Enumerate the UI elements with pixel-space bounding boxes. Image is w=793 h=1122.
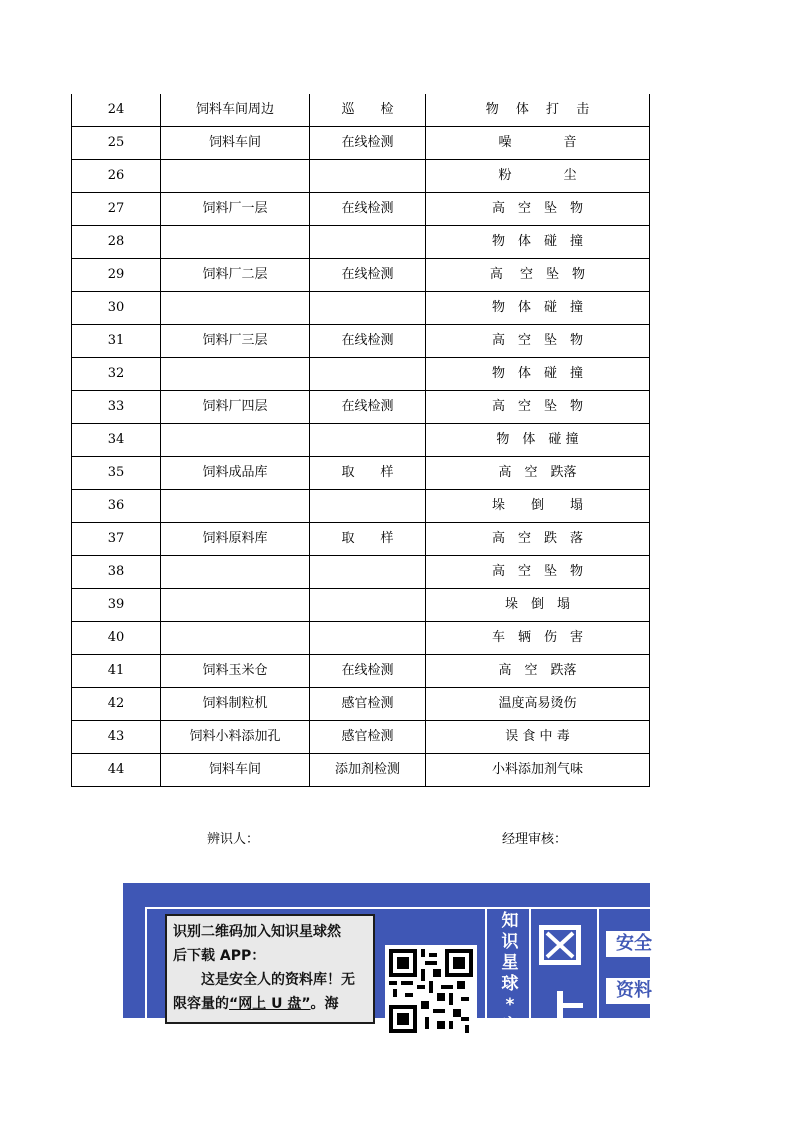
location-cell xyxy=(161,556,310,589)
row-number-cell: 40 xyxy=(72,622,161,655)
row-number-cell: 41 xyxy=(72,655,161,688)
row-number-cell: 36 xyxy=(72,490,161,523)
row-number-cell: 26 xyxy=(72,160,161,193)
row-number-cell: 25 xyxy=(72,127,161,160)
hazard-cell: 高 空 跌落 xyxy=(426,655,650,688)
hazard-cell: 车 辆 伤 害 xyxy=(426,622,650,655)
row-number-cell: 39 xyxy=(72,589,161,622)
method-cell xyxy=(310,160,426,193)
hazard-cell: 垛 倒 塌 xyxy=(426,589,650,622)
method-cell: 感官检测 xyxy=(310,721,426,754)
location-cell: 饲料厂三层 xyxy=(161,325,310,358)
hazard-cell: 物 体 打 击 xyxy=(426,94,650,127)
banner-text-box xyxy=(165,914,375,1024)
table-row xyxy=(72,490,650,523)
method-cell xyxy=(310,424,426,457)
hazard-cell: 物 体 碰 撞 xyxy=(426,226,650,259)
method-cell xyxy=(310,490,426,523)
method-cell: 感官检测 xyxy=(310,688,426,721)
location-cell xyxy=(161,226,310,259)
row-number-cell: 31 xyxy=(72,325,161,358)
qr-code-icon[interactable] xyxy=(385,945,477,1037)
location-cell: 饲料小料添加孔 xyxy=(161,721,310,754)
table-row xyxy=(72,556,650,589)
hazard-cell: 粉 尘 xyxy=(426,160,650,193)
hazard-table xyxy=(71,94,650,787)
hazard-cell: 高 空 坠 物 xyxy=(426,556,650,589)
method-cell xyxy=(310,226,426,259)
table-row xyxy=(72,589,650,622)
location-cell: 饲料厂一层 xyxy=(161,193,310,226)
row-number-cell: 30 xyxy=(72,292,161,325)
method-cell: 取 样 xyxy=(310,457,426,490)
hazard-cell: 小料添加剂气味 xyxy=(426,754,650,787)
row-number-cell: 29 xyxy=(72,259,161,292)
table-row xyxy=(72,226,650,259)
row-number-cell: 38 xyxy=(72,556,161,589)
tag-safety[interactable]: 安全 xyxy=(606,931,666,957)
location-cell: 饲料原料库 xyxy=(161,523,310,556)
hazard-cell: 高 空 坠 物 xyxy=(426,391,650,424)
location-cell xyxy=(161,160,310,193)
row-number-cell: 28 xyxy=(72,226,161,259)
location-cell xyxy=(161,292,310,325)
table-row xyxy=(72,325,650,358)
banner-divider xyxy=(529,907,531,1027)
method-cell xyxy=(310,589,426,622)
table-row xyxy=(72,424,650,457)
row-number-cell: 37 xyxy=(72,523,161,556)
table-row xyxy=(72,754,650,787)
method-cell xyxy=(310,358,426,391)
location-cell: 饲料车间 xyxy=(161,754,310,787)
method-cell: 在线检测 xyxy=(310,325,426,358)
table-row xyxy=(72,721,650,754)
row-number-cell: 24 xyxy=(72,94,161,127)
location-cell: 饲料制粒机 xyxy=(161,688,310,721)
hazard-cell: 物 体 碰 撞 xyxy=(426,292,650,325)
hazard-cell: 高 空 跌落 xyxy=(426,457,650,490)
location-cell: 饲料车间周边 xyxy=(161,94,310,127)
table-row xyxy=(72,622,650,655)
method-cell: 在线检测 xyxy=(310,259,426,292)
method-cell: 在线检测 xyxy=(310,127,426,160)
row-number-cell: 34 xyxy=(72,424,161,457)
method-cell xyxy=(310,292,426,325)
hazard-cell: 高 空 坠 物 xyxy=(426,259,650,292)
table-row xyxy=(72,688,650,721)
row-number-cell: 44 xyxy=(72,754,161,787)
location-cell xyxy=(161,424,310,457)
location-cell: 饲料成品库 xyxy=(161,457,310,490)
row-number-cell: 32 xyxy=(72,358,161,391)
hazard-cell: 温度高易烫伤 xyxy=(426,688,650,721)
table-row xyxy=(72,160,650,193)
hazard-cell: 垛 倒 塌 xyxy=(426,490,650,523)
method-cell: 巡 检 xyxy=(310,94,426,127)
banner-line-3: 这是安全人的资料库！无 xyxy=(201,972,355,988)
row-number-cell: 27 xyxy=(72,193,161,226)
table-row xyxy=(72,457,650,490)
row-number-cell: 43 xyxy=(72,721,161,754)
banner-vertical-text: 知 识 星 球 * 安 xyxy=(501,911,519,1036)
hazard-cell: 高 空 跌 落 xyxy=(426,523,650,556)
hazard-cell: 物 体 碰 撞 xyxy=(426,358,650,391)
banner-line-4: 限容量的“网上 U 盘”。海 xyxy=(173,996,339,1012)
table-row xyxy=(72,259,650,292)
location-cell xyxy=(161,490,310,523)
location-cell: 饲料车间 xyxy=(161,127,310,160)
method-cell xyxy=(310,556,426,589)
table-row xyxy=(72,358,650,391)
table-row xyxy=(72,94,650,127)
method-cell xyxy=(310,622,426,655)
row-number-cell: 42 xyxy=(72,688,161,721)
table-row xyxy=(72,127,650,160)
location-cell: 饲料玉米仓 xyxy=(161,655,310,688)
hazard-cell: 噪 音 xyxy=(426,127,650,160)
method-cell: 在线检测 xyxy=(310,655,426,688)
location-cell xyxy=(161,622,310,655)
row-number-cell: 35 xyxy=(72,457,161,490)
table-row xyxy=(72,523,650,556)
location-cell: 饲料厂四层 xyxy=(161,391,310,424)
tag-materials[interactable]: 资料 xyxy=(606,978,666,1004)
hazard-cell: 物 体 碰 撞 xyxy=(426,424,650,457)
banner-line-2: 后下载 APP： xyxy=(173,948,266,964)
manager-review-label: 经理审核： xyxy=(502,832,568,847)
logo-glyph-icon xyxy=(537,919,587,1029)
table-row xyxy=(72,655,650,688)
identifier-label: 辨识人： xyxy=(207,832,260,847)
banner-divider xyxy=(597,907,599,1027)
hazard-cell: 高 空 坠 物 xyxy=(426,325,650,358)
banner-divider xyxy=(485,907,487,1027)
location-cell xyxy=(161,589,310,622)
table-row xyxy=(72,391,650,424)
method-cell: 在线检测 xyxy=(310,193,426,226)
table-row xyxy=(72,193,650,226)
promo-banner[interactable] xyxy=(123,883,652,1036)
banner-line-1: 识别二维码加入知识星球然 xyxy=(173,924,341,940)
method-cell: 取 样 xyxy=(310,523,426,556)
method-cell: 在线检测 xyxy=(310,391,426,424)
table-row xyxy=(72,292,650,325)
hazard-cell: 高 空 坠 物 xyxy=(426,193,650,226)
row-number-cell: 33 xyxy=(72,391,161,424)
location-cell xyxy=(161,358,310,391)
hazard-cell: 误 食 中 毒 xyxy=(426,721,650,754)
location-cell: 饲料厂二层 xyxy=(161,259,310,292)
method-cell: 添加剂检测 xyxy=(310,754,426,787)
